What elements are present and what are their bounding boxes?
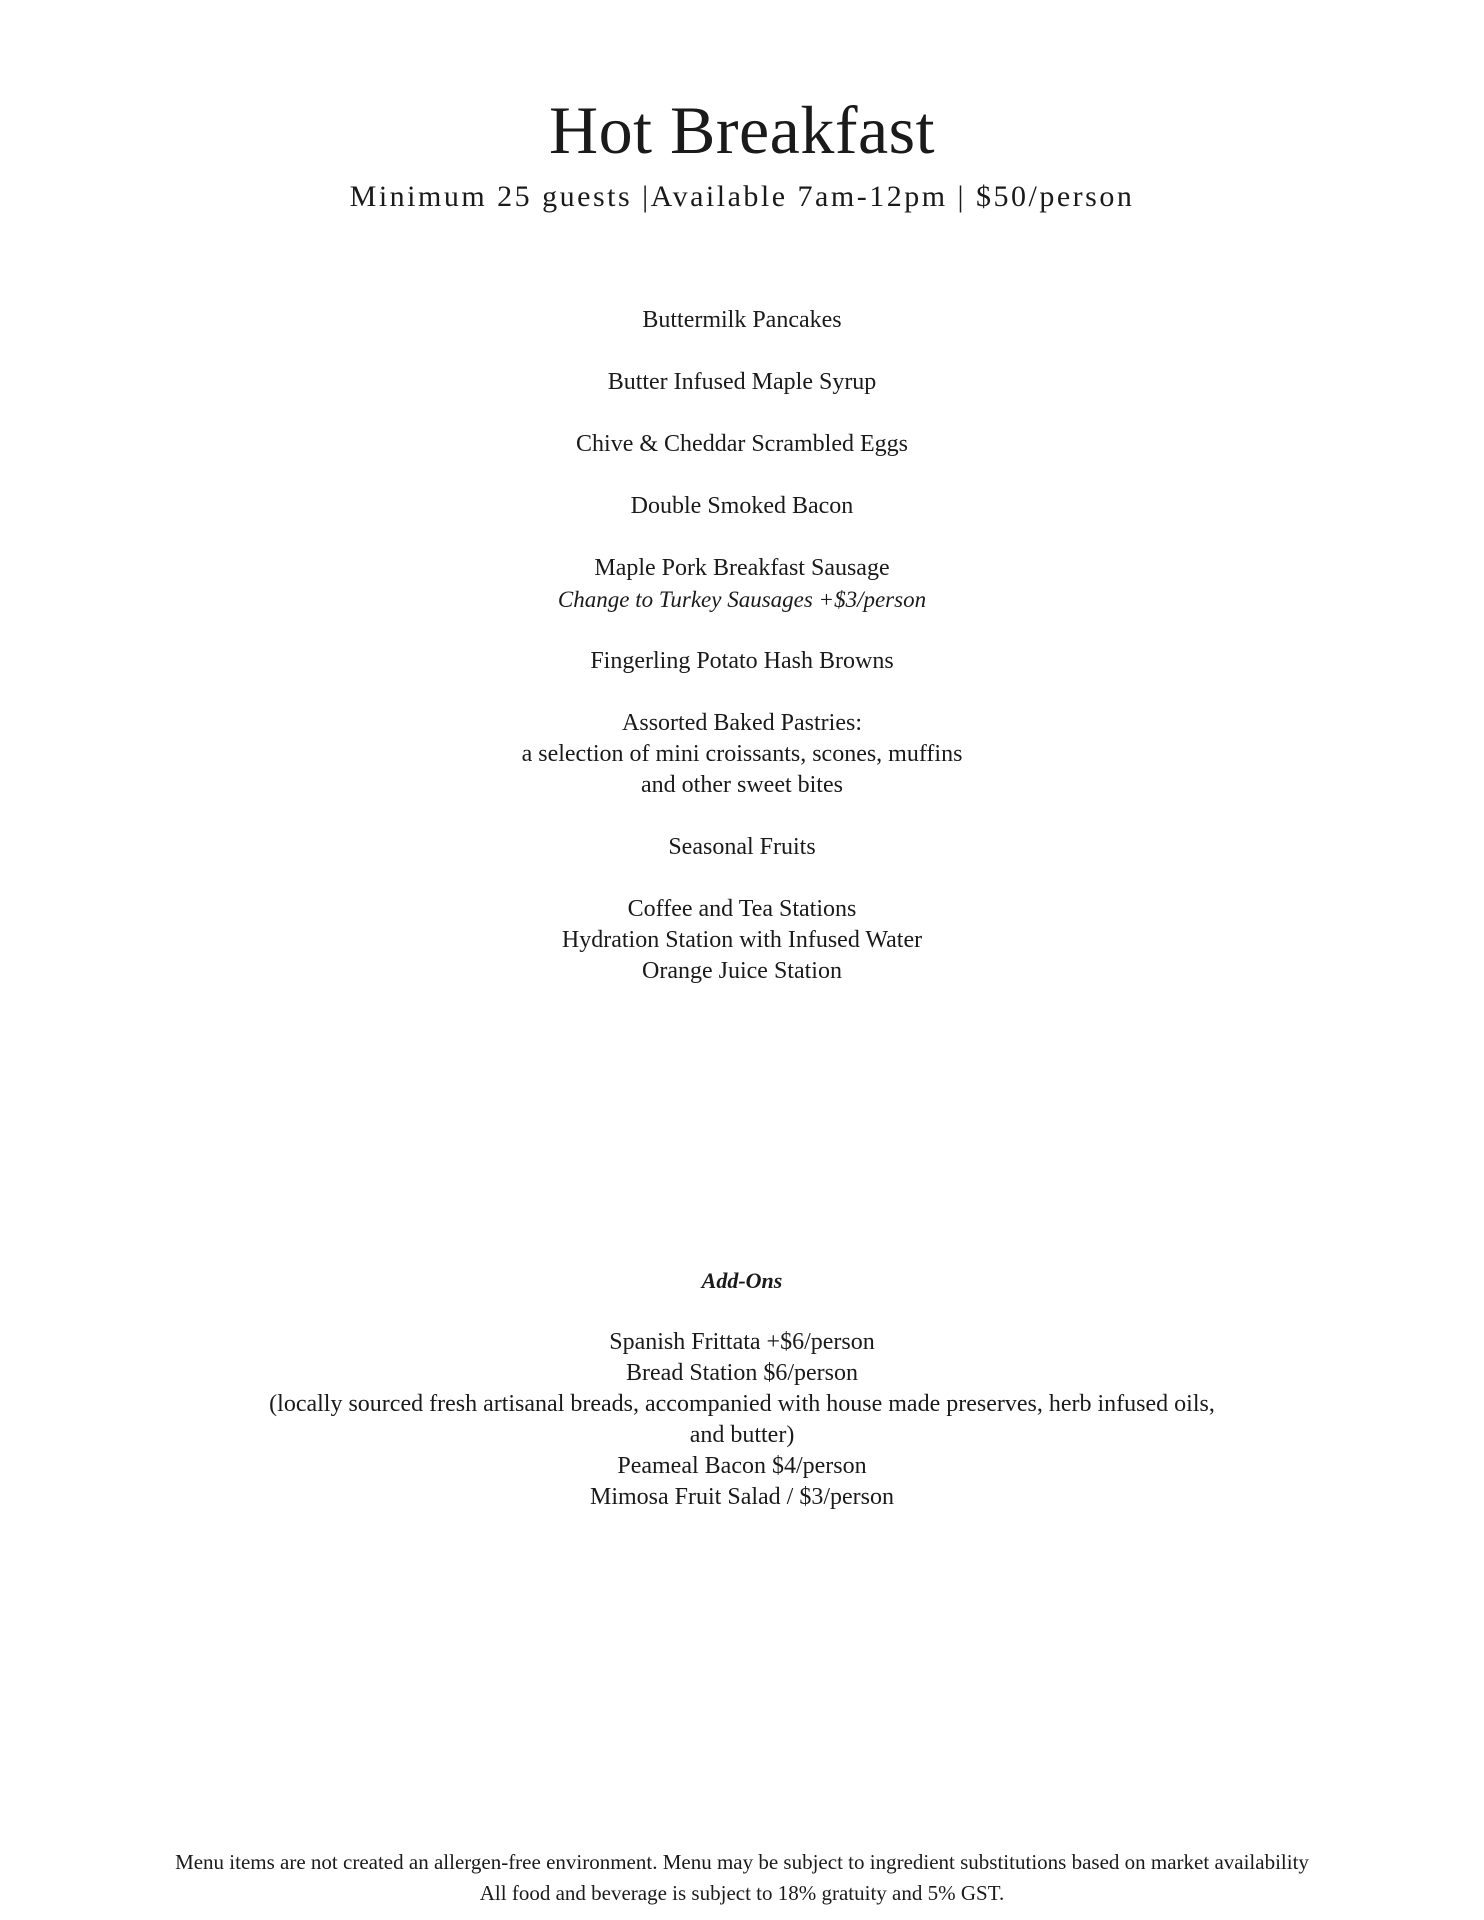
menu-item-line: Hydration Station with Infused Water <box>561 927 923 953</box>
allergen-notice: Menu items are not created an allergen-free environment. Menu may be subject to ingredient substitutions based on market availability <box>175 1850 1309 1874</box>
menu-item <box>0 491 1484 522</box>
menu-item <box>0 553 1484 615</box>
menu-item <box>0 894 1484 987</box>
menu-item <box>0 305 1484 336</box>
addon-item-description: (locally sourced fresh artisanal breads, accompanied with house made preserves, herb infused oils, and butter) <box>269 1391 1215 1448</box>
menu-item-line: Chive & Cheddar Scrambled Eggs <box>576 431 908 457</box>
menu-item <box>0 367 1484 398</box>
menu-item <box>0 832 1484 863</box>
menu-item <box>0 646 1484 677</box>
menu-item-line: Buttermilk Pancakes <box>642 307 842 333</box>
addons-section <box>0 1265 1484 1513</box>
page-title: Hot Breakfast <box>548 92 936 168</box>
menu-item-line: Double Smoked Bacon <box>630 493 854 519</box>
menu-item-line: Seasonal Fruits <box>668 834 816 860</box>
menu-item <box>0 708 1484 801</box>
menu-item-line: Butter Infused Maple Syrup <box>607 369 877 395</box>
gratuity-notice: All food and beverage is subject to 18% gratuity and 5% GST. <box>479 1881 1005 1905</box>
addon-item: Bread Station $6/person <box>626 1360 858 1386</box>
menu-item-line: Fingerling Potato Hash Browns <box>590 648 894 674</box>
addon-item: Spanish Frittata +$6/person <box>609 1329 875 1355</box>
footer-disclaimer <box>0 1847 1484 1909</box>
menu-item-line: Assorted Baked Pastries: <box>622 710 862 736</box>
menu-list <box>0 305 1484 1018</box>
menu-item-line: Orange Juice Station <box>642 958 842 984</box>
page-subtitle: Minimum 25 guests |Available 7am-12pm | $50/person <box>349 180 1135 213</box>
menu-item-line: a selection of mini croissants, scones, muffins <box>521 741 963 767</box>
menu-item-line: Maple Pork Breakfast Sausage <box>594 555 890 581</box>
menu-item-line: and other sweet bites <box>641 772 843 798</box>
menu-item-note: Change to Turkey Sausages +$3/person <box>557 587 927 612</box>
addon-item: Mimosa Fruit Salad / $3/person <box>590 1484 894 1510</box>
menu-item-line: Coffee and Tea Stations <box>627 896 857 922</box>
menu-item <box>0 429 1484 460</box>
addon-item: Peameal Bacon $4/person <box>617 1453 867 1479</box>
addons-heading: Add-Ons <box>701 1268 783 1293</box>
